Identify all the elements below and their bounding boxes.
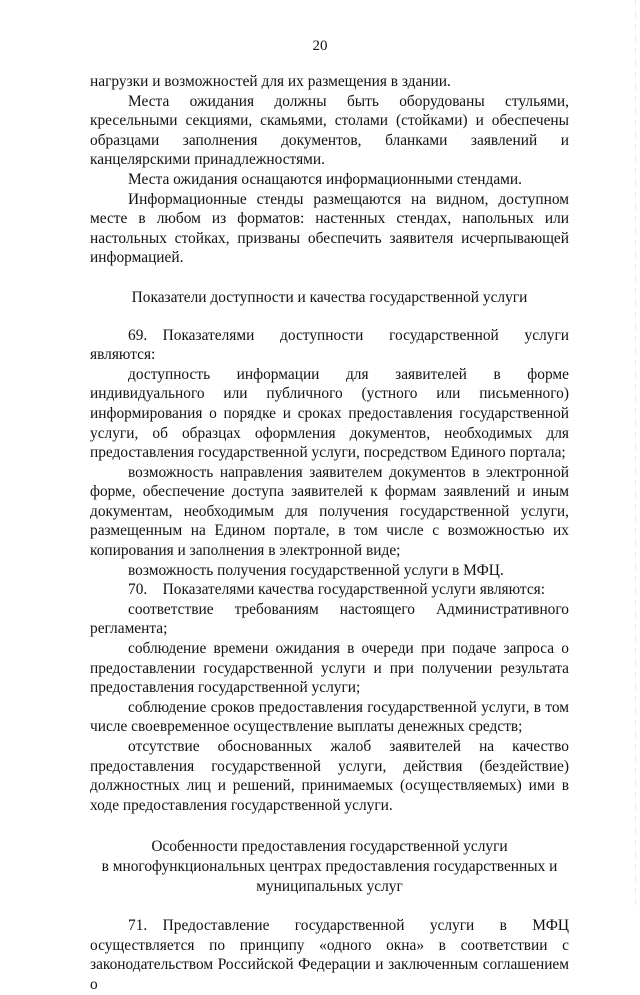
clause-70-title: 70. Показателями качества государственной услуги являются: xyxy=(128,581,546,599)
clause-70-item-regulation-compliance: соответствие требованиям настоящего Административного регламента; xyxy=(90,600,569,638)
heading-mfc-line-2: в многофункциональных центрах предоставления государственных и xyxy=(101,857,558,875)
paragraph-info-stands: Места ожидания оснащаются информационными стендами. xyxy=(128,170,522,188)
paragraph-continuation: нагрузки и возможностей для их размещения в здании. xyxy=(90,73,451,90)
paragraph-waiting-places-equipment: Места ожидания должны быть оборудованы стульями, кресельными секциями, скамьями, столами (стойками) и обеспечены образцами заполнения документов, бланками заявлений и канцелярскими принадлежностями. xyxy=(90,92,569,169)
clause-69-item-info-availability: доступность информации для заявителей в форме индивидуального или публичного (устного или письменного) информирования о порядке и сроках предоставления государственной услуги, об образцах оформления документов, необходимых для предоставления государственной услуги, посредством Единого портала; xyxy=(90,365,569,462)
paragraph-info-stands-placement: Информационные стенды размещаются на видном, доступном месте в любом из форматов: настенных стендах, напольных или настольных стойках, призваны обеспечить заявителя исчерпывающей информацией. xyxy=(90,190,569,267)
clause-69-title: 69. Показателями доступности государственной услуги являются: xyxy=(90,326,569,364)
clause-70-item-no-complaints: отсутствие обоснованных жалоб заявителей на качество предоставления государственной услуги, действия (бездействие) должностных лиц и решений, принимаемых (осуществляемых) ими в ходе предоставления государственной услуги. xyxy=(90,738,569,814)
clause-69-item-electronic-submission: возможность направления заявителем документов в электронной форме, обеспечение доступа заявителей к формам заявлений и иным документам, необходимым для получения государственной услуги, размещенным на Едином портале, в том числе с возможностью их копирования и заполнения в электронной виде; xyxy=(90,463,569,560)
heading-accessibility-quality: Показатели доступности и качества государственной услуги xyxy=(131,288,528,306)
heading-mfc-line-1: Особенности предоставления государственной услуги xyxy=(151,838,508,856)
clause-70-item-waiting-time: соблюдение времени ожидания в очереди при подаче запроса о предоставлении государственной услуги и при получении результата предоставления государственной услуги; xyxy=(90,640,569,697)
heading-mfc-line-3: муниципальных услуг xyxy=(256,877,403,895)
page-content xyxy=(90,72,569,995)
page-number: 20 xyxy=(312,38,328,54)
clause-71: 71. Предоставление государственной услуги в МФЦ осуществляется по принципу «одного окна» в соответствии с законодательством Российской Федерации и заключенным соглашением о xyxy=(90,917,569,993)
scan-margin-marks xyxy=(635,0,636,905)
clause-69-item-mfc: возможность получения государственной услуги в МФЦ. xyxy=(128,561,504,579)
clause-70-item-deadlines: соблюдение сроков предоставления государственной услуги, в том числе своевременное осуществление выплаты денежных средств; xyxy=(90,698,569,736)
